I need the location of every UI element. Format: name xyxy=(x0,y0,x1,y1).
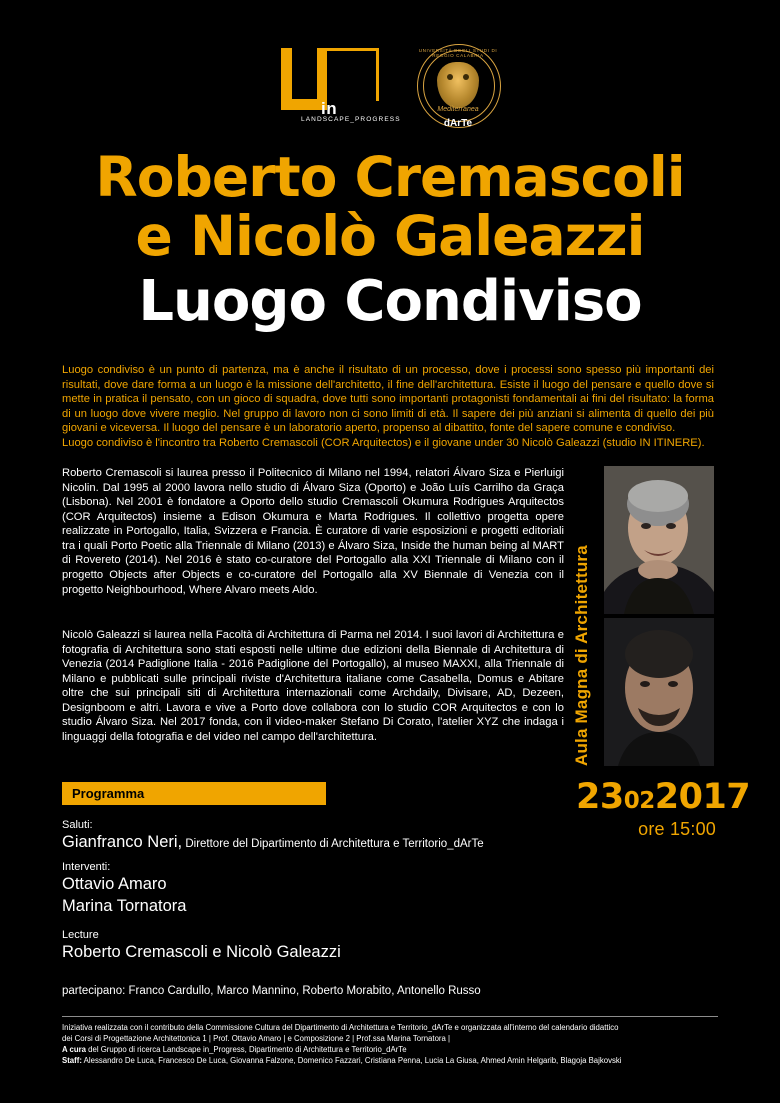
programma-heading xyxy=(62,782,326,805)
saluti-entry xyxy=(62,832,484,853)
saluti-label: Saluti: xyxy=(62,819,93,831)
page-title xyxy=(0,145,780,334)
logo-caption: LANDSCAPE_PROGRESS xyxy=(301,116,401,123)
logo-row xyxy=(0,42,780,136)
logo-l-horizontal xyxy=(281,99,321,110)
footer-line-3-bold: A cura xyxy=(62,1045,86,1055)
programma-partecipano: partecipano: Franco Cardullo, Marco Mannino, Roberto Morabito, Antonello Russo xyxy=(62,985,481,997)
footer-line-2: dei Corsi di Progettazione Architettonica 1 | Prof. Ottavio Amaro | e Composizione 2 | Prof.ssa Marina Tornatora | xyxy=(62,1034,451,1044)
title-line-2: e Nicolò Galeazzi xyxy=(135,204,645,268)
venue-label: Aula Magna di Architettura xyxy=(572,545,591,766)
interventi-label: Interventi: xyxy=(62,861,111,873)
title-line-3: Luogo Condiviso xyxy=(138,269,642,334)
portrait-cremascoli xyxy=(604,466,714,614)
date-line xyxy=(576,777,751,817)
footer-line-4-bold: Staff: xyxy=(62,1056,82,1066)
logo-in-text: in xyxy=(321,99,338,118)
footer-line-3 xyxy=(62,1044,718,1055)
lecture-label: Lecture xyxy=(62,929,99,941)
interventi-name-1: Ottavio Amaro xyxy=(62,875,167,894)
footer-line-3-text: del Gruppo di ricerca Landscape in_Progress, Dipartimento di Architettura e Territorio_dArTe xyxy=(85,1045,407,1055)
title-line-1: Roberto Cremascoli xyxy=(95,145,685,209)
landscape-progress-logo xyxy=(273,42,401,134)
saluti-name: Gianfranco Neri, xyxy=(62,833,183,852)
bio-cremascoli: Roberto Cremascoli si laurea presso il Politecnico di Milano nel 1994, relatori Álvaro Siza e Pierluigi Nicolin. Dal 1995 al 2000 lavora nello studio di Álvaro Siza (Oporto) e João Luís Carrilho da Graça (Lisbona). Nel 2001 è fondatore a Oporto dello studio Cremascoli Okumura Rodrigues Arquitectos (COR Arquitectos) insieme a Edison Okumura e Marta Rodrigues. Il collettivo progetta opere realizzate in Portogallo, Italia, Svizzera e Francia. È curatore di varie esposizioni e progetti editoriali tra i quali Porto Poetic alla Triennale di Milano (2013) e Álvaro Siza, Inside the human being al MART di Rovereto (2014). Nel 2016 è stato co-curatore del Portogallo alla XXI Triennale di Milano con il progetto Objects after Objects e co-curatore del Portogallo alla XV Biennale di Venezia con il progetto Neighbourhood, Where Alvaro meets Aldo. xyxy=(62,467,564,596)
programma-heading-label: Programma xyxy=(72,786,145,801)
programma-interventi xyxy=(62,860,186,917)
footer-divider xyxy=(62,1016,718,1017)
footer-credits xyxy=(62,1022,718,1066)
logo-department: dArTe xyxy=(443,118,473,129)
date-month: 02 xyxy=(623,788,655,814)
event-date xyxy=(576,777,751,840)
interventi-name-2: Marina Tornatora xyxy=(62,896,187,915)
saluti-role: Direttore del Dipartimento di Architettura e Territorio_dArTe xyxy=(182,838,484,851)
bio-galeazzi: Nicolò Galeazzi si laurea nella Facoltà di Architettura di Parma nel 2014. I suoi lavori di Architettura e fotografia di Architettura sono stati esposti nelle ultime due edizioni della Biennale di Architettura di Venezia (2014 Padiglione Italia - 2016 Padiglione del Portogallo), al museo MAXXI, alla Triennale di Milano e pubblicati sulle principali riviste d'Architettura italiane come Casabella, Domus e Abitare oltre che sui principali siti di Architettura internazionali come Archdaily, Divisare, AD, Dezeen, Designboom e altri. Lavora e vive a Porto dove collabora con lo studio COR Arquitectos e con lo studio Álvaro Siza. Nel 2017 fonda, con il video-maker Stefano Di Corato, l'atelier XYZ che indaga i linguaggi della fotografia e del video nel campo dell'architettura. xyxy=(62,629,564,743)
logo-p-bowl xyxy=(317,48,379,101)
date-year: 2017 xyxy=(654,777,751,817)
lecture-names: Roberto Cremascoli e Nicolò Galeazzi xyxy=(62,943,341,962)
footer-line-4-text: Alessandro De Luca, Francesco De Luca, Giovanna Falzone, Domenico Fazzari, Cristiana Penna, Lucia La Giusa, Ahmed Amin Helgarib, Blagoja Bajkovski xyxy=(81,1056,622,1066)
programma-lecture xyxy=(62,928,341,964)
footer-line-1: Iniziativa realizzata con il contributo della Commissione Cultura del Dipartimento di Architettura e Territorio_dArTe e organizzata all'interno del calendario didattico xyxy=(62,1023,619,1032)
footer-line-4 xyxy=(62,1055,718,1066)
university-logo xyxy=(415,44,507,136)
portrait-cremascoli-image xyxy=(604,466,714,614)
abstract-paragraph-2: Luogo condiviso è l'incontro tra Roberto Cremascoli (COR Arquitectos) e il giovane under 30 Nicolò Galeazzi (studio IN ITINERE). xyxy=(62,436,705,449)
programma-saluti xyxy=(62,818,484,854)
logo-ring-text: UNIVERSITÀ DEGLI STUDI DI REGGIO CALABRIA xyxy=(418,48,498,58)
abstract-text xyxy=(62,363,714,450)
logo-motto: Mediterranea xyxy=(437,106,479,113)
event-time: ore 15:00 xyxy=(638,819,716,839)
portrait-galeazzi xyxy=(604,618,714,766)
portrait-galeazzi-image xyxy=(604,618,714,766)
date-day: 23 xyxy=(576,777,624,817)
abstract-paragraph-1: Luogo condiviso è un punto di partenza, ma è anche il risultato di un processo, dove i processi sono spesso più importanti dei risultati, dove dare forma a un luogo è la missione dell'architetto, il fine dell'architettura. Esiste il luogo del pensare e quello dove si mette in pratica il pensato, con un gioco di squadra, dove tutti sono importanti protagonisti fondamentali ai fini del risultato: la forma di un luogo dove vivere meglio. Nel gruppo di lavoro non ci sono limiti di età. Il sapere dei più anziani si alimenta di quello dei più giovani e viceversa. Il luogo del pensare è un laboratorio aperto, propenso al dibattito, fonte del sapere comune e condiviso. xyxy=(62,364,714,435)
